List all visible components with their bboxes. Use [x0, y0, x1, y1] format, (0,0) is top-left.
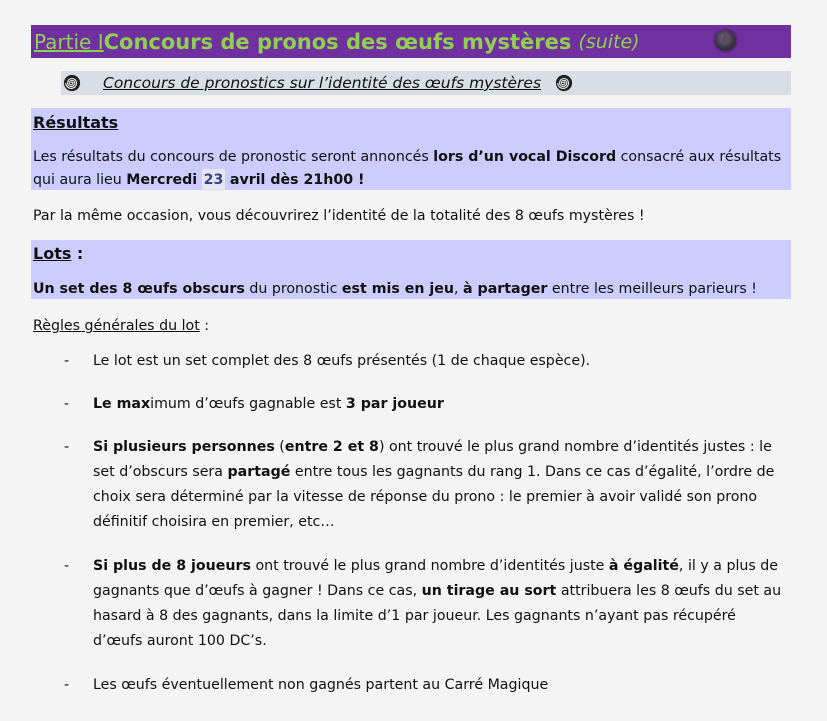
lots-bold-jeu: est mis en jeu — [341, 281, 454, 297]
rule-item-line: définitif choisira en premier, etc… — [93, 514, 335, 530]
spiral-icon — [555, 74, 573, 92]
lots-line — [33, 278, 757, 300]
bold-text: partagé — [227, 464, 291, 480]
section-title-bar — [31, 25, 791, 58]
results-line-1 — [33, 146, 781, 168]
rule-item-line — [93, 579, 781, 604]
lots-text: , — [454, 281, 464, 297]
rule-item-line — [93, 460, 774, 485]
bold-text: Si plusieurs personnes — [93, 439, 275, 455]
spiral-icon — [63, 74, 81, 92]
rule-item-line — [93, 554, 781, 579]
results-bold-discord: lors d’un vocal Discord — [433, 149, 617, 165]
lots-text: du pronostic — [244, 281, 342, 297]
dark-egg-icon — [715, 30, 736, 51]
rule-item-line: choix sera déterminé par la vitesse de réponse du prono : le premier à avoir validé son prono — [93, 489, 758, 505]
title-part-label: Partie I — [34, 29, 104, 54]
lots-bold-partager: à partager — [463, 281, 548, 297]
plain-text: ont trouvé le plus grand nombre d’identités juste — [250, 558, 609, 574]
bold-text: Si plus de 8 joueurs — [93, 558, 251, 574]
bold-text: 3 par joueur — [345, 396, 444, 412]
list-dash: - — [64, 558, 70, 574]
results-bold-date: avril dès 21h00 ! — [229, 172, 365, 188]
rule-item-line — [93, 435, 774, 460]
rule-item-text — [93, 392, 444, 417]
plain-text: , il y a plus de — [678, 558, 779, 574]
plain-text: ( — [274, 439, 285, 455]
bold-text: à égalité — [608, 558, 679, 574]
plain-text: gagnants que d’œufs à gagner ! Dans ce cas, — [93, 583, 422, 599]
bold-text: un tirage au sort — [421, 583, 557, 599]
results-text: Les résultats du concours de pronostic seront annoncés — [33, 149, 434, 165]
results-after-line: Par la même occasion, vous découvrirez l’identité de la totalité des 8 œufs mystères ! — [33, 208, 645, 224]
results-line-2 — [33, 169, 365, 191]
plain-text: set d’obscurs sera — [93, 464, 228, 480]
results-text: consacré aux résultats — [616, 149, 782, 165]
rule-item-text: Les œufs éventuellement non gagnés partent au Carré Magique — [93, 677, 549, 693]
subtitle-text: Concours de pronostics sur l’identité des œufs mystères — [103, 74, 542, 92]
title-main-text: Concours de pronos des œufs mystères — [103, 29, 572, 54]
lots-heading — [33, 244, 83, 263]
plain-text: ) ont trouvé le plus grand nombre d’identités justes : le — [378, 439, 772, 455]
results-heading: Résultats — [33, 113, 119, 132]
plain-text: imum d’œufs gagnable est — [150, 396, 346, 412]
plain-text: attribuera les 8 œufs du set au — [556, 583, 782, 599]
date-number: 23 — [202, 169, 226, 191]
lots-heading-colon: : — [71, 244, 84, 263]
lots-bold-set: Un set des 8 œufs obscurs — [33, 281, 245, 297]
list-dash: - — [64, 353, 70, 369]
lots-heading-text: Lots — [33, 244, 72, 263]
rule-item-text: Le lot est un set complet des 8 œufs présentés (1 de chaque espèce). — [93, 353, 591, 369]
results-bold-day: Mercredi — [126, 172, 198, 188]
rule-item-line: hasard à 8 des gagnants, dans la limite d’1 par joueur. Les gagnants n’ayant pas récupéré — [93, 608, 736, 624]
list-dash: - — [64, 439, 70, 455]
rules-title — [33, 318, 209, 334]
bold-text: entre 2 et 8 — [284, 439, 379, 455]
results-text: qui aura lieu — [33, 172, 127, 188]
plain-text: entre tous les gagnants du rang 1. Dans ce cas d’égalité, l’ordre de — [290, 464, 775, 480]
subtitle-bar — [61, 71, 791, 95]
list-dash: - — [64, 677, 70, 693]
bold-text: Le max — [93, 396, 151, 412]
lots-text: entre les meilleurs parieurs ! — [547, 281, 757, 297]
rules-title-colon: : — [199, 318, 210, 334]
rules-title-text: Règles générales du lot — [33, 318, 200, 334]
title-suite-text: (suite) — [578, 30, 640, 53]
rule-item-line: d’œufs auront 100 DC’s. — [93, 633, 267, 649]
list-dash: - — [64, 396, 70, 412]
